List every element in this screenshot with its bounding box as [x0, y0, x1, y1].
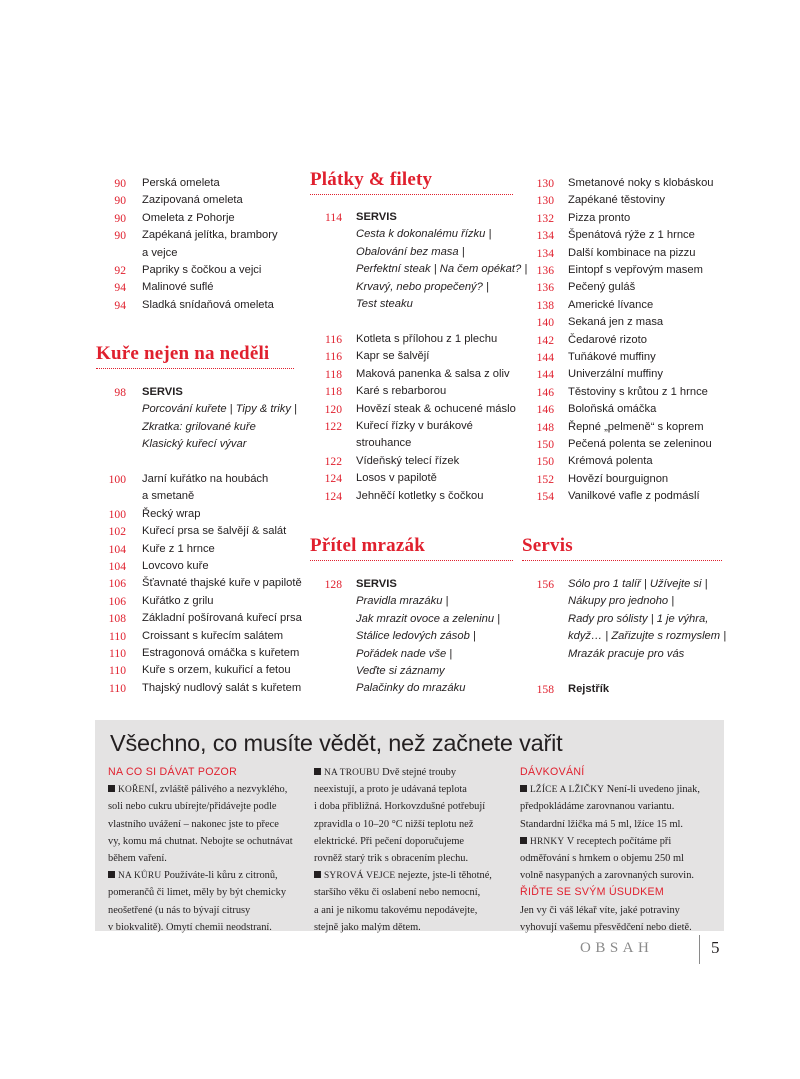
servis-topic: Pravidla mrazáku | [356, 595, 449, 608]
info-text-line: zpravidla o 10–20 °C nižší teplotu než [314, 818, 474, 830]
toc-page-number: 152 [536, 472, 554, 486]
info-text-line: volně nasypaných a zarovnaných surovin. [520, 870, 694, 882]
toc-page-number: 146 [536, 403, 554, 417]
servis-topic: Palačinky do mrazáku [356, 682, 466, 695]
toc-page-number: 108 [108, 612, 126, 626]
servis-topic: Perfektní steak | Na čem opékat? | [356, 263, 528, 276]
info-keyword: KOŘENÍ [118, 785, 155, 796]
toc-entry-title: Kuřecí prsa se šalvějí & salát [142, 525, 287, 538]
servis-topic: Veďte si záznamy [356, 665, 445, 677]
info-text-line: neexistují, a proto je udávaná teplota [314, 784, 467, 796]
info-text-line: soli nebo cukru ubírejte/přidávejte podle [108, 801, 277, 813]
info-text-line: pomerančů či limet, měly by být chemicky [108, 887, 287, 899]
servis-topic: Porcování kuřete | Tipy & triky | [142, 403, 297, 416]
toc-page-number: 116 [325, 350, 342, 364]
toc-page-number: 120 [324, 402, 342, 416]
toc-page-number: 100 [108, 473, 126, 486]
toc-entry-title: Omeleta z Pohorje [142, 211, 235, 224]
toc-page-number: 100 [108, 507, 126, 521]
toc-page-number: 148 [536, 420, 554, 434]
section-title: Přítel mrazák [310, 535, 425, 556]
toc-entry-title: Kuře z 1 hrnce [142, 542, 215, 555]
toc-entry-title: Kuřecí řízky v burákové [356, 420, 473, 432]
toc-page-number: 128 [324, 578, 342, 591]
toc-entry-title: Sekaná jen z masa [568, 316, 664, 329]
info-box-title: Všechno, co musíte vědět, než začnete vařit [110, 730, 563, 756]
toc-entry-title: Losos v papilotě [356, 472, 437, 485]
servis-topic: Test steaku [356, 298, 413, 310]
toc-entry-title: a smetaně [142, 490, 195, 503]
toc-entry-title: Řepné „pelmeně“ s koprem [568, 420, 704, 433]
toc-entry-title: Vídeňský telecí řízek [356, 454, 460, 467]
toc-page-number: 118 [325, 367, 342, 381]
toc-entry-title: Maková panenka & salsa z oliv [356, 367, 510, 380]
toc-page-number: 134 [536, 229, 554, 243]
footer-divider [699, 935, 700, 964]
toc-page-number: 122 [324, 420, 342, 433]
toc-page-number: 90 [114, 194, 126, 208]
toc-entry-title: Základní pošírovaná kuřecí prsa [142, 612, 302, 625]
toc-page-number: 130 [536, 177, 554, 190]
toc-page-number: 150 [536, 455, 554, 469]
toc-page-number: 140 [536, 316, 554, 330]
toc-page-number: 94 [114, 281, 126, 295]
toc-page-number: 106 [108, 577, 126, 591]
section-heading-mrazak [310, 536, 513, 561]
toc-page-number: 104 [108, 560, 126, 573]
toc-entry-title: Čedarové rizoto [568, 333, 647, 346]
info-text-line: odměřování s hrnkem o objemu 250 ml [520, 852, 684, 864]
info-text: , zvláště pálivého a nezvyklého, [154, 784, 288, 796]
info-paragraph-start [314, 867, 510, 884]
section-heading-servis [522, 536, 722, 561]
info-text: Používáte-li kůru z citronů, [161, 870, 278, 882]
toc-entry-title: Pečený guláš [568, 281, 636, 294]
toc-entry-title: Zapékané těstoviny [568, 194, 666, 207]
toc-page-number: 142 [536, 333, 554, 347]
servis-topic: když… | Zařizujte s rozmyslem | [568, 630, 727, 643]
info-text-line: rovněž starý trik s obracením plechu. [314, 852, 469, 864]
toc-entry-title: SERVIS [356, 211, 397, 223]
toc-entry-title: Kuře s orzem, kukuřicí a fetou [142, 664, 291, 677]
toc-page-number: 104 [108, 542, 126, 556]
toc-entry-title: Boloňská omáčka [568, 403, 657, 416]
info-text-line: stejně jako malým dětem. [314, 921, 421, 933]
toc-page-number: 136 [536, 281, 554, 295]
toc-entry-title: Hovězí steak & ochucené máslo [356, 402, 516, 415]
info-box-column-2 [314, 764, 510, 936]
toc-entry-title: Pizza pronto [568, 211, 631, 224]
servis-topic: Jak mrazit ovoce a zeleninu | [356, 612, 501, 625]
info-text-line: i doba přibližná. Horkovzdušné potřebují [314, 801, 486, 813]
toc-page-number: 102 [108, 525, 126, 539]
toc-entry-title: Sladká snídaňová omeleta [142, 298, 274, 311]
toc-page-number: 90 [114, 229, 126, 243]
toc-page-number: 106 [108, 594, 126, 608]
toc-page-number: 124 [324, 472, 342, 486]
bullet-square-icon [520, 785, 527, 792]
toc-page-number: 110 [109, 647, 126, 660]
toc-page-number: 138 [536, 298, 554, 312]
info-keyword: NA KŮRU [118, 871, 162, 882]
servis-topic: Cesta k dokonalému řízku | [356, 228, 492, 241]
toc-page-number: 116 [325, 333, 342, 346]
toc-entry-title: Další kombinace na pizzu [568, 246, 696, 259]
info-text-line: v biokvalitě). Omytí chemii neodstraní. [108, 921, 272, 933]
bullet-square-icon [314, 768, 321, 775]
toc-page-number: 90 [114, 211, 126, 225]
info-text-line: předpokládáme zarovnanou variantu. [520, 801, 675, 813]
toc-page-number: 110 [109, 681, 126, 695]
toc-page-number: 144 [536, 351, 554, 364]
toc-page-number: 130 [536, 194, 554, 208]
toc-entry-title: Univerzální muffiny [568, 368, 663, 381]
toc-page-number: 154 [536, 490, 554, 504]
toc-entry-title: a vejce [142, 246, 178, 259]
toc-page-number: 110 [109, 664, 126, 678]
section-title: Plátky & filety [310, 169, 433, 190]
toc-page-number: 92 [114, 264, 126, 277]
toc-page-number: 118 [325, 385, 342, 399]
info-keyword: LŽÍCE A LŽIČKY [530, 785, 605, 796]
section-heading-platky [310, 170, 513, 195]
toc-entry-title: Smetanové noky s klobáskou [568, 177, 714, 189]
toc-page-number: 158 [536, 683, 554, 696]
info-heading: NA CO SI DÁVAT POZOR [108, 766, 238, 778]
toc-page-number: 156 [536, 578, 554, 591]
toc-entry-title: Thajský nudlový salát s kuřetem [142, 681, 302, 694]
toc-entry-title: Perská omeleta [142, 177, 220, 189]
servis-topic: Zkratka: grilované kuře [142, 420, 256, 433]
toc-page-number: 134 [536, 246, 554, 260]
toc-entry-title: Americké lívance [568, 298, 654, 311]
toc-entry-title: Rejstřík [568, 683, 610, 695]
info-keyword: NA TROUBU [324, 768, 380, 778]
toc-page-number: 110 [109, 629, 126, 643]
toc-entry-title: Eintopf s vepřovým masem [568, 264, 703, 276]
info-text-line: vlastního uvážení – nakonec jste to přece [108, 818, 279, 830]
toc-entry-title: SERVIS [356, 578, 397, 590]
servis-topic: Obalování bez masa | [356, 245, 465, 258]
toc-page-number: 94 [114, 298, 126, 312]
servis-topic: Krvavý, nebo propečený? | [356, 280, 489, 293]
toc-entry-title: Tuňákové muffiny [568, 351, 656, 363]
info-text-line: během vaření. [108, 852, 167, 864]
toc-page-number: 146 [536, 385, 554, 399]
bullet-square-icon [108, 785, 115, 792]
toc-entry-title: Jehněčí kotletky s čočkou [356, 489, 484, 502]
toc-entry-title: Špenátová rýže z 1 hrnce [568, 229, 695, 242]
section-label: OBSAH [580, 940, 654, 956]
toc-page-number: 98 [114, 386, 126, 399]
info-paragraph-start [108, 781, 304, 798]
servis-topic: Mrazák pracuje pro vás [568, 647, 685, 660]
toc-entry-title: Croissant s kuřecím salátem [142, 629, 284, 642]
info-paragraph-start [314, 764, 510, 781]
servis-topic: Klasický kuřecí vývar [142, 438, 247, 451]
info-text: V receptech počítáme při [564, 835, 672, 847]
toc-entry-title: Estragonová omáčka s kuřetem [142, 647, 300, 659]
toc-entry-title: Řecký wrap [142, 507, 201, 520]
info-box-column-3 [520, 764, 720, 936]
info-text: nejezte, jste-li těhotné, [395, 870, 492, 882]
info-keyword: HRNKY [530, 836, 565, 847]
toc-entry-title: Karé s rebarborou [356, 385, 447, 398]
info-text-line: staršího věku či oslabení nebo nemocní, [314, 887, 481, 899]
info-text-line: Jen vy či váš lékař víte, jaké potraviny [520, 904, 680, 916]
toc-entry-title: Šťavnaté thajské kuře v papilotě [142, 577, 302, 590]
section-heading-kure [96, 344, 294, 369]
servis-topic: Sólo pro 1 talíř | Užívejte si | [568, 578, 708, 590]
toc-entry-title: Těstoviny s krůtou z 1 hrnce [568, 385, 708, 398]
toc-entry-title: Jarní kuřátko na houbách [142, 473, 269, 485]
info-paragraph-start [108, 867, 304, 884]
toc-page-number: 150 [536, 438, 554, 451]
toc-entry-title: Krémová polenta [568, 455, 653, 468]
toc-entry-title: Vanilkové vafle z podmáslí [568, 490, 700, 503]
toc-page-number: 144 [536, 368, 554, 382]
info-box-column-1 [108, 764, 304, 936]
info-text-line: a ani je nikomu takovému nepodávejte, [314, 904, 478, 916]
toc-page-number: 132 [536, 211, 554, 225]
toc-entry-title: Malinové suflé [142, 281, 214, 294]
toc-entry-title: strouhance [356, 437, 412, 450]
toc-entry-title: Lovcovo kuře [142, 560, 209, 572]
toc-entry-title: SERVIS [142, 386, 183, 398]
servis-topic: Nákupy pro jednoho | [568, 595, 675, 608]
toc-entry-title: Kotleta s přílohou z 1 plechu [356, 333, 498, 345]
bullet-square-icon [314, 871, 321, 878]
info-text: Dvě stejné trouby [379, 767, 457, 778]
toc-entry-title: Pečená polenta se zeleninou [568, 438, 712, 450]
toc-page-number: 90 [114, 177, 126, 190]
info-text: Není-li uvedeno jinak, [604, 784, 700, 796]
servis-topic: Stálice ledových zásob | [356, 630, 476, 643]
servis-topic: Rady pro sólisty | 1 je výhra, [568, 612, 709, 625]
toc-page-number: 136 [536, 264, 554, 277]
toc-entry-title: Papriky s čočkou a vejci [142, 264, 262, 276]
toc-page-number: 122 [324, 454, 342, 468]
servis-topic: Pořádek nade vše | [356, 647, 453, 660]
toc-entry-title: Zazipovaná omeleta [142, 194, 243, 207]
page-number: 5 [711, 938, 720, 957]
bullet-square-icon [108, 871, 115, 878]
bullet-square-icon [520, 837, 527, 844]
info-heading: ŘIĎTE SE SVÝM ÚSUDKEM [520, 886, 665, 899]
toc-page-number: 124 [324, 489, 342, 503]
section-title: Servis [522, 535, 573, 556]
toc-entry-title: Kapr se šalvějí [356, 350, 430, 363]
info-box [95, 720, 724, 931]
info-text-line: Standardní lžička má 5 ml, lžíce 15 ml. [520, 818, 684, 830]
info-text-line: vy, komu má chutnat. Nebojte se ochutnávat [108, 835, 293, 847]
info-heading: DÁVKOVÁNÍ [520, 766, 585, 778]
info-text-line: neošetřené (u nás to bývají citrusy [108, 904, 251, 916]
info-paragraph-start [520, 833, 720, 850]
section-title: Kuře nejen na neděli [96, 343, 270, 364]
toc-entry-title: Zapékaná jelítka, brambory [142, 229, 278, 242]
info-text-line: vyhovují vašemu přesvědčení nebo dietě. [520, 921, 692, 933]
toc-page-number: 114 [325, 211, 342, 224]
toc-entry-title: Hovězí bourguignon [568, 472, 669, 485]
info-keyword: SYROVÁ VEJCE [324, 871, 396, 882]
info-paragraph-start [520, 781, 720, 798]
info-text-line: elektrické. Při pečení doporučujeme [314, 835, 465, 847]
toc-entry-title: Kuřátko z grilu [142, 594, 214, 607]
